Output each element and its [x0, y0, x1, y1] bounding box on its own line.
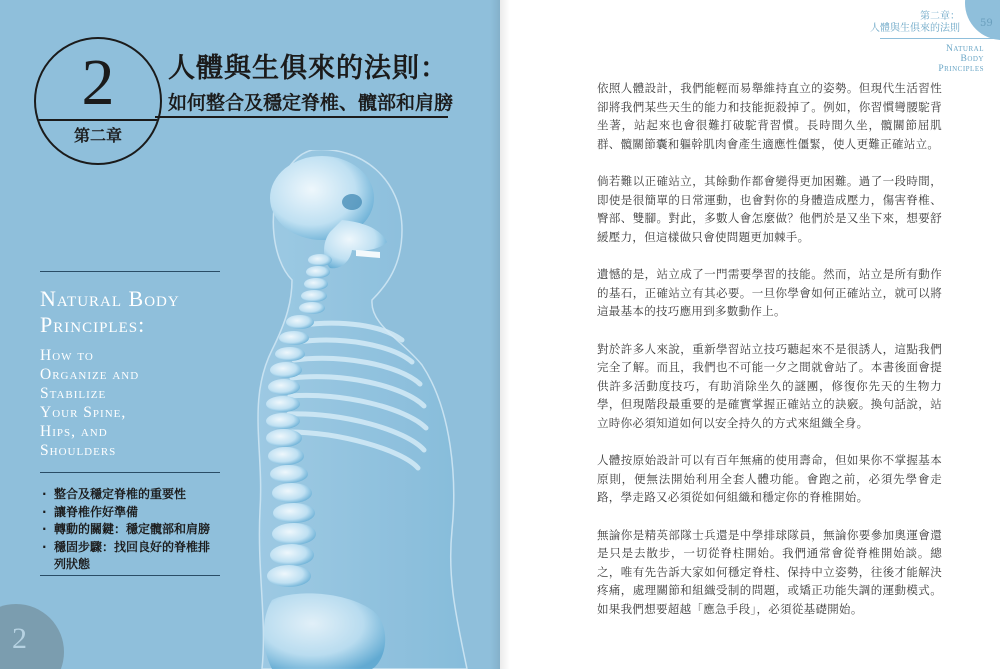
- list-item: [40, 539, 220, 574]
- running-head-english-line: Principles: [938, 64, 984, 74]
- list-item: [40, 504, 220, 522]
- running-head: [870, 11, 960, 35]
- chapter-number: 2: [81, 46, 115, 119]
- paragraph: 對於許多人來說，重新學習站立技巧聽起來不是很誘人，這點我們完全了解。而且，我們也不可能一夕之間就會站了。本書後面會提供許多活動度技巧，有助消除坐久的謎團，修復你先天的生物力學，但現階段最重要的是確實掌握正確站立的訣竅。換句話說，站立時你必須知道如何以安全持久的方式來組織全身。: [597, 341, 942, 430]
- english-title-line: Principles:: [40, 312, 146, 337]
- bullet-dot: ·: [42, 539, 47, 554]
- page-number: 2: [12, 622, 27, 655]
- chapter-badge: [34, 37, 162, 165]
- list-item-text: 整合及穩定脊椎的重要性: [54, 487, 187, 501]
- gutter-shadow: [490, 0, 510, 669]
- paragraph: 依照人體設計，我們能輕而易舉維持直立的姿勢。但現代生活習性卻將我們某些天生的能力和技能扼殺掉了。例如，你習慣彎腰駝背坐著，站起來也會很難打破駝背習慣。長時間久坐，髖關節屈肌群、髖關節囊和軀幹肌肉會產生適應性僵緊，使人更難正確站立。: [597, 81, 942, 151]
- bullets-bottom-rule: [40, 575, 220, 576]
- page-number-circle: [0, 604, 64, 669]
- english-subtitle: [40, 346, 240, 460]
- list-item-text: 穩固步驟：找回良好的脊椎排列狀態: [54, 539, 211, 571]
- running-head-english: [938, 44, 984, 74]
- paragraph: 倘若難以正確站立，其餘動作都會變得更加困難。過了一段時間，即使是很簡單的日常運動，也會對你的身體造成壓力，傷害脊椎、臀部、雙腳。對此，多數人會怎麼做？他們於是又坐下來，想要舒緩壓力，但這樣做只會使問題更加棘手。: [597, 174, 942, 244]
- english-subtitle-line: Stabilize: [40, 385, 107, 402]
- title-rule: [155, 116, 448, 118]
- english-subtitle-line: Hips, and: [40, 423, 108, 440]
- english-title-top-rule: [40, 271, 220, 272]
- chapter-subtitle: 如何整合及穩定脊椎、髖部和肩膀: [168, 92, 454, 114]
- english-title: [40, 286, 260, 338]
- list-item: [40, 521, 220, 539]
- list-item-text: 轉動的關鍵：穩定髖部和肩膀: [54, 522, 211, 536]
- english-subtitle-line: Organize and: [40, 366, 140, 383]
- paragraph: 遺憾的是，站立成了一門需要學習的技能。然而，站立是所有動作的基石，正確站立有其必要。一旦你學會如何正確站立，就可以將這最基本的技巧應用到多數動作上。: [597, 267, 942, 318]
- bullet-dot: ·: [42, 487, 47, 501]
- running-head-english-line: Body: [960, 54, 984, 64]
- bullets-top-rule: [40, 472, 220, 473]
- chapter-topics-list: [40, 486, 220, 574]
- bullet-dot: ·: [42, 522, 47, 536]
- english-subtitle-line: Your Spine,: [40, 404, 127, 421]
- list-item: [40, 486, 220, 504]
- english-subtitle-line: Shoulders: [40, 442, 117, 459]
- header-rule: [880, 38, 1000, 39]
- paragraph: 無論你是精英部隊士兵還是中學排球隊員，無論你要參加奧運會還是只是去散步，一切從脊柱開始。我們通常會從脊椎開始談。總之，唯有先告訴大家如何穩定脊柱、保持中立姿勢，往後才能解決疼痛，處理關節和組織受制的問題，或矯正功能失調的運動模式。如果我們想要超越「應急手段」，必須從基礎開始。: [597, 527, 942, 616]
- chapter-label: 第二章: [73, 126, 122, 145]
- english-subtitle-line: How to: [40, 347, 94, 364]
- chapter-title: 人體與生俱來的法則：: [168, 53, 448, 84]
- body-text: [597, 79, 942, 637]
- running-head-english-line: Natural: [946, 44, 984, 54]
- running-head-chapter: 第二章：: [920, 11, 960, 22]
- spine-skeleton-illustration: [252, 150, 500, 669]
- paragraph: 人體按原始設計可以有百年無痛的使用壽命，但如果你不掌握基本原則，便無法開始利用全套人體功能。會跑之前，必須先學會走路，學走路又必須從如何組織和穩定你的脊椎開始。: [597, 453, 942, 504]
- english-title-line: Natural Body: [40, 286, 180, 311]
- bullet-dot: ·: [42, 504, 47, 519]
- list-item-text: 讓脊椎作好準備: [54, 504, 139, 519]
- running-head-title: 人體與生俱來的法則: [870, 23, 960, 34]
- page-number: 59: [980, 18, 993, 29]
